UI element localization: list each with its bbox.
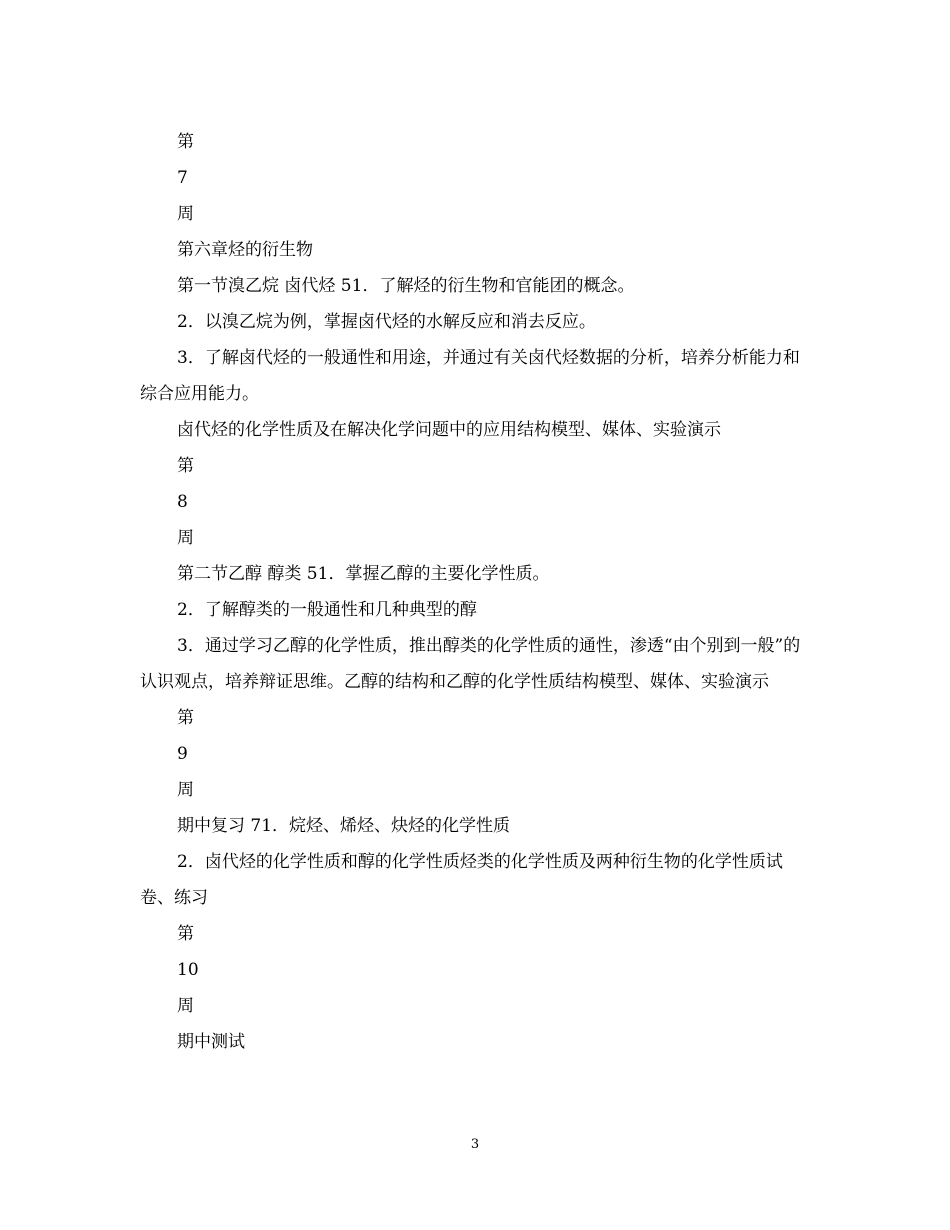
week-label-char: 周 — [177, 780, 194, 800]
section-line: 第一节溴乙烷 卤代烃 51．了解烃的衍生物和官能团的概念。 — [177, 276, 635, 296]
week-number: 8 — [177, 492, 188, 512]
week-number: 7 — [177, 168, 188, 188]
objective-paragraph: 3．通过学习乙醇的化学性质，推出醇类的化学性质的通性，渗透“由个别到一般”的认识观点，培养辩证思维。乙醇的结构和乙醇的化学性质结构模型、媒体、实验演示 — [140, 636, 801, 692]
key-point-line: 卤代烃的化学性质及在解决化学问题中的应用结构模型、媒体、实验演示 — [177, 420, 721, 440]
week-label-char: 周 — [177, 528, 194, 548]
section-line: 第二节乙醇 醇类 51．掌握乙醇的主要化学性质。 — [177, 564, 550, 584]
page-number: 3 — [470, 1137, 480, 1152]
objective-line: 2．了解醇类的一般通性和几种典型的醇 — [177, 600, 477, 620]
week-label-char: 第 — [177, 924, 194, 944]
week-label-char: 第 — [177, 132, 194, 152]
objective-paragraph: 3．了解卤代烃的一般通性和用途，并通过有关卤代烃数据的分析，培养分析能力和综合应用能力。 — [140, 348, 800, 404]
week-number: 9 — [177, 744, 188, 764]
section-line: 期中测试 — [177, 1032, 245, 1052]
week-label-char: 第 — [177, 708, 194, 728]
objective-paragraph: 2．卤代烃的化学性质和醇的化学性质烃类的化学性质及两种衍生物的化学性质试卷、练习 — [140, 852, 783, 908]
week-label-char: 第 — [177, 456, 194, 476]
section-line: 期中复习 71．烷烃、烯烃、炔烃的化学性质 — [177, 816, 511, 836]
chapter-title: 第六章烃的衍生物 — [177, 240, 313, 260]
week-number: 10 — [177, 960, 199, 980]
week-label-char: 周 — [177, 204, 194, 224]
document-body — [140, 124, 810, 1060]
week-label-char: 周 — [177, 996, 194, 1016]
objective-line: 2．以溴乙烷为例，掌握卤代烃的水解反应和消去反应。 — [177, 312, 596, 332]
